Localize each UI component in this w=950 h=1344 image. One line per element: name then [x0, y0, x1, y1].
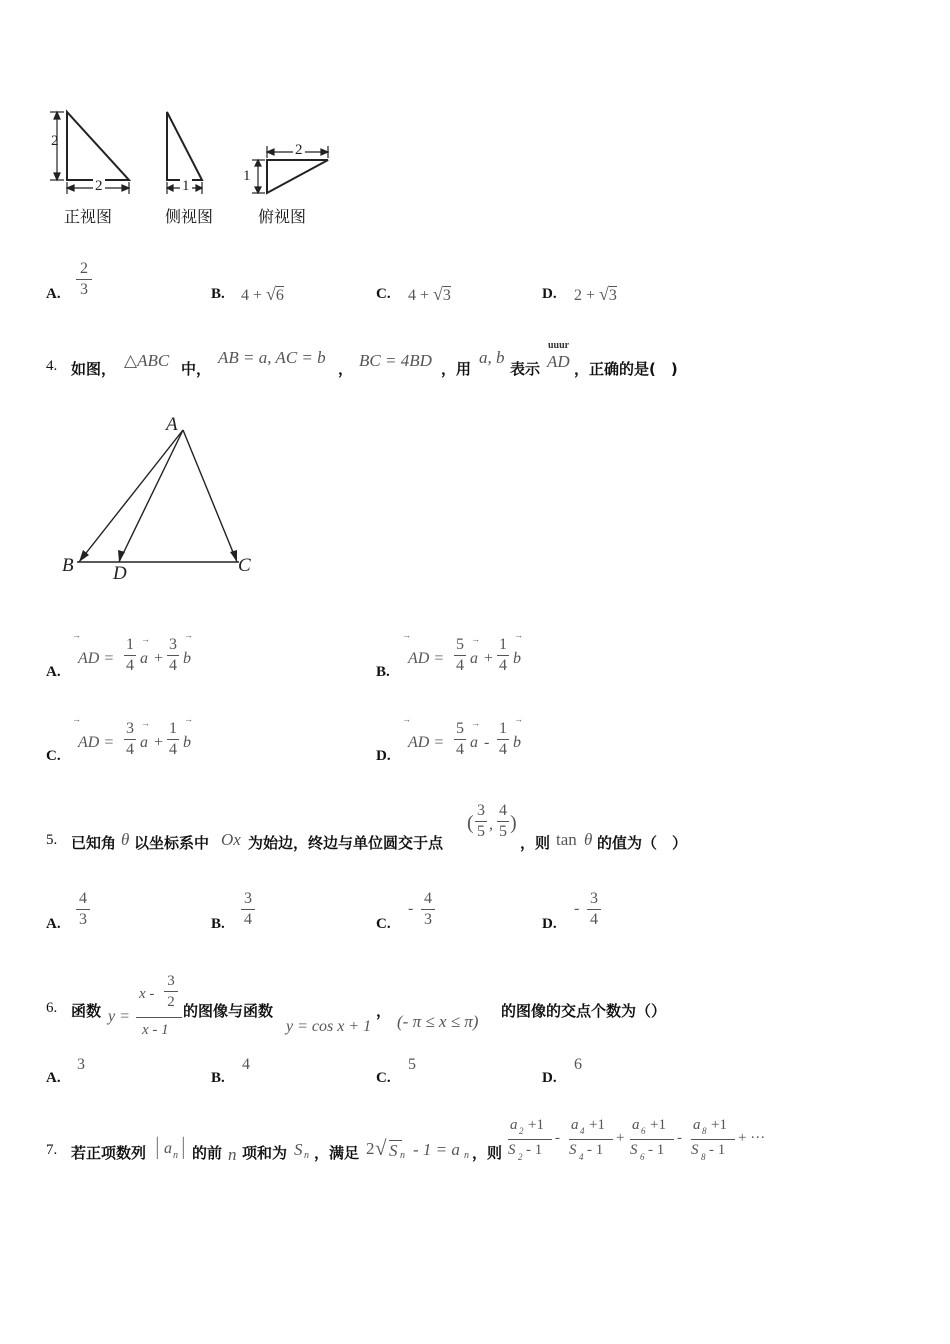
q3-option-b-value: 4 + √6 — [241, 284, 284, 304]
q4-number: 4. — [46, 358, 58, 374]
q4-option-b: B. → AD = 5 4 → a + 1 4 → b — [376, 630, 523, 680]
q6-option-b-value: 4 — [242, 1056, 250, 1073]
q6-option-a-value: 3 — [77, 1056, 85, 1073]
front-height-label: 2 — [51, 133, 59, 149]
q5-option-c-fraction: 4 3 — [421, 890, 435, 929]
q4-triangle: △ABC — [124, 351, 170, 370]
q5-option-d-fraction: 3 4 — [587, 890, 601, 929]
side-width-label: 1 — [182, 178, 190, 194]
q4-vector-mark: uuur — [548, 340, 570, 351]
q4-option-c: C. → AD = 3 4 → a + 1 4 → b — [46, 714, 193, 764]
side-view — [167, 112, 202, 180]
q6-domain: (- π ≤ x ≤ π) — [397, 1012, 479, 1031]
q4-vector-ad: AD — [547, 352, 570, 371]
vertex-d-label: D — [113, 563, 127, 584]
vertex-a-label: A — [166, 414, 178, 435]
vertex-c-label: C — [238, 555, 251, 576]
q5-option-a-fraction: 4 3 — [76, 890, 90, 929]
q7-term-2: a 4 +1 S 4 - 1 + — [569, 1117, 625, 1162]
q3-option-a-fraction: 2 3 — [76, 260, 92, 299]
side-view-caption: 侧视图 — [165, 207, 214, 226]
q3-option-d-value: 2 + √3 — [574, 284, 617, 304]
top-height-label: 1 — [243, 168, 251, 184]
q5-option-c-label: C. — [376, 916, 391, 932]
q4-stem: 4. 如图， △ABC 中， AB = a, AC = b ， BC = 4BD ，用 a, b 表示 uuur AD ，正确的是( ) — [46, 340, 678, 378]
vector-ac-line — [183, 430, 237, 562]
q5-point-y: 4 5 — [499, 802, 507, 840]
q7-term-4: a 8 +1 S 8 - 1 + ··· — [691, 1117, 766, 1162]
q5-option-a-label: A. — [46, 916, 61, 932]
q6-function-2: y = cos x + 1 — [286, 1018, 372, 1035]
q5-option-b-label: B. — [211, 916, 225, 932]
q3-option-a-label: A. — [46, 286, 61, 302]
front-width-label: 2 — [95, 178, 103, 194]
q5-option-b-fraction: 3 4 — [241, 890, 255, 929]
q6-option-b-label: B. — [211, 1070, 225, 1086]
vector-ab-line — [79, 430, 183, 562]
q4-ab: a, b — [479, 348, 505, 367]
top-width-label: 2 — [295, 142, 303, 158]
front-view — [67, 112, 129, 180]
top-height-dimension — [252, 160, 265, 193]
top-view-caption: 俯视图 — [258, 207, 307, 226]
q3-option-b-label: B. — [211, 286, 225, 302]
q6-option-a-label: A. — [46, 1070, 61, 1086]
q6-number: 6. — [46, 1000, 58, 1016]
q5-option-c-sign: - — [408, 900, 414, 917]
q5-number: 5. — [46, 832, 58, 848]
vector-ad-line — [119, 430, 183, 562]
q6-option-c-value: 5 — [408, 1056, 416, 1073]
q7-term-1: a 2 +1 S 2 - 1 - — [508, 1117, 560, 1162]
q5-option-d-label: D. — [542, 916, 557, 932]
q6-stem: 6. 函数 y = x - 3 2 x - 1 的图像与函数 ， y = cos x + 1 (- π ≤ x ≤ π) 的图像的交点个数为（） — [46, 973, 667, 1038]
q4-condition-1: AB = a, AC = b — [218, 348, 326, 367]
front-view-caption: 正视图 — [64, 207, 113, 226]
q4-condition-2: BC = 4BD — [359, 351, 432, 370]
q5-stem: 5. 已知角 θ 以坐标系中 Ox 为始边，终边与单位圆交于点 ( 3 5 , 4 5 ) ，则 tan θ 的值为（ ） — [46, 802, 688, 852]
top-view — [267, 160, 328, 193]
q4-option-d: D. → AD = 5 4 → a - 1 4 → b — [376, 714, 523, 764]
q7-stem: 7. 若正项数列 | a n | 的前 n 项和为 S n ，满足 2 √ S n - 1 = a n ，则 a 2 +1 S 2 - 1 - a 4 +1 S 4 - 1 + a 6 +1 S 6 - 1 - a 8 +1 S 8 - 1 + ··· — [46, 1112, 906, 1172]
arrowhead-c — [230, 550, 237, 562]
arrowhead-d — [118, 550, 125, 562]
q4-option-a: A. → AD = 1 4 → a + 3 4 → b — [46, 630, 193, 680]
q7-number: 7. — [46, 1142, 58, 1158]
q6-option-c-label: C. — [376, 1070, 391, 1086]
q5-point-x: 3 5 — [477, 802, 485, 840]
q3-option-d-label: D. — [542, 286, 557, 302]
q6-option-d-value: 6 — [574, 1056, 582, 1073]
q4-triangle-figure — [55, 410, 265, 590]
q3-option-c-label: C. — [376, 286, 391, 302]
vertex-b-label: B — [62, 555, 74, 576]
q7-term-3: a 6 +1 S 6 - 1 - — [630, 1117, 682, 1162]
q5-option-d-sign: - — [574, 900, 580, 917]
q6-option-d-label: D. — [542, 1070, 557, 1086]
q3-option-c-value: 4 + √3 — [408, 284, 451, 304]
